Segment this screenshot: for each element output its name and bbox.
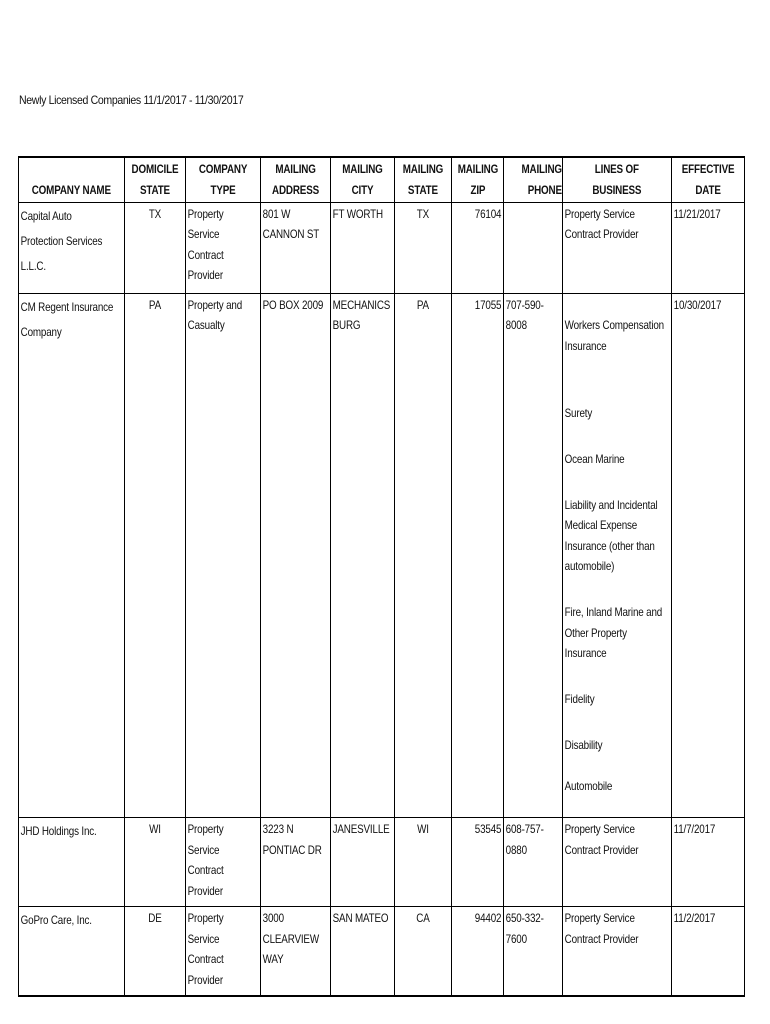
line-of-business: Fidelity — [564, 692, 595, 706]
company-name-cell: JHD Holdings Inc. — [19, 818, 125, 907]
company-type-cell: Property Service Contract Provider — [185, 202, 260, 293]
effective-date-cell: 11/21/2017 — [671, 202, 744, 293]
table-row — [19, 818, 745, 907]
mailing-address-cell: 3223 N PONTIAC DR — [260, 818, 330, 907]
header-lines-of-business: LINES OF BUSINESS — [563, 157, 672, 202]
document-title: Newly Licensed Companies 11/1/2017 - 11/30/2017 — [19, 93, 244, 107]
line-of-business: Disability — [564, 738, 603, 752]
line-of-business: Surety — [564, 405, 593, 420]
table-row — [19, 293, 745, 818]
mailing-phone-cell: 608-757- 0880 — [504, 818, 563, 907]
mailing-state-cell: WI — [394, 818, 451, 907]
header-mailing-phone: MAILING PHONE — [504, 157, 563, 202]
line-of-business: Automobile — [564, 779, 613, 793]
company-type-cell: Property Service Contract Provider — [185, 818, 260, 907]
company-name-cell: GoPro Care, Inc. — [19, 907, 125, 996]
header-mailing-address: MAILING ADDRESS — [260, 157, 330, 202]
line-of-business: Property Service Contract Provider — [564, 206, 639, 241]
mailing-city-cell: FT WORTH — [330, 202, 394, 293]
domicile-state-cell: DE — [124, 907, 185, 996]
lines-of-business-cell — [563, 202, 672, 293]
mailing-state-cell: TX — [394, 202, 451, 293]
licensed-companies-table — [18, 156, 745, 997]
mailing-city-cell: MECHANICS BURG — [330, 293, 394, 818]
mailing-phone-cell: 707-590- 8008 — [504, 293, 563, 818]
mailing-city-cell: SAN MATEO — [330, 907, 394, 996]
header-effective-date: EFFECTIVE DATE — [671, 157, 744, 202]
mailing-address-cell: 3000 CLEARVIEW WAY — [260, 907, 330, 996]
company-name-cell: CM Regent Insurance Company — [19, 293, 125, 818]
line-of-business: Ocean Marine — [564, 451, 625, 466]
company-name-cell: Capital Auto Protection Services L.L.C. — [19, 202, 125, 293]
header-company-type: COMPANY TYPE — [185, 157, 260, 202]
header-company-name: COMPANY NAME — [19, 157, 125, 202]
effective-date-cell: 10/30/2017 — [671, 293, 744, 818]
mailing-zip-cell: 76104 — [451, 202, 504, 293]
mailing-phone-cell — [504, 202, 563, 293]
domicile-state-cell: TX — [124, 202, 185, 293]
table-header-row — [19, 157, 745, 202]
effective-date-cell: 11/7/2017 — [671, 818, 744, 907]
mailing-state-cell: CA — [394, 907, 451, 996]
line-of-business: Liability and Incidental Medical Expense Insurance (other than automobile) — [564, 497, 658, 573]
effective-date-cell: 11/2/2017 — [671, 907, 744, 996]
line-of-business: Property Service Contract Provider — [564, 911, 639, 946]
mailing-address-cell: PO BOX 2009 — [260, 293, 330, 818]
line-of-business: Workers Compensation Insurance — [564, 318, 665, 353]
domicile-state-cell: PA — [124, 293, 185, 818]
company-type-cell: Property and Casualty — [185, 293, 260, 818]
lines-of-business-cell — [563, 907, 672, 996]
header-mailing-city: MAILING CITY — [330, 157, 394, 202]
line-of-business: Fire, Inland Marine and Other Property Insurance — [564, 605, 663, 660]
line-of-business: Property Service Contract Provider — [564, 822, 639, 857]
mailing-address-cell: 801 W CANNON ST — [260, 202, 330, 293]
mailing-zip-cell: 17055 — [451, 293, 504, 818]
mailing-zip-cell: 53545 — [451, 818, 504, 907]
table-row — [19, 202, 745, 293]
mailing-phone-cell: 650-332- 7600 — [504, 907, 563, 996]
header-mailing-zip: MAILING ZIP — [451, 157, 504, 202]
domicile-state-cell: WI — [124, 818, 185, 907]
mailing-city-cell: JANESVILLE — [330, 818, 394, 907]
mailing-state-cell: PA — [394, 293, 451, 818]
table-row — [19, 907, 745, 996]
header-domicile-state: DOMICILE STATE — [124, 157, 185, 202]
mailing-zip-cell: 94402 — [451, 907, 504, 996]
header-mailing-state: MAILING STATE — [394, 157, 451, 202]
lines-of-business-cell — [563, 818, 672, 907]
company-type-cell: Property Service Contract Provider — [185, 907, 260, 996]
lines-of-business-cell — [563, 293, 672, 818]
